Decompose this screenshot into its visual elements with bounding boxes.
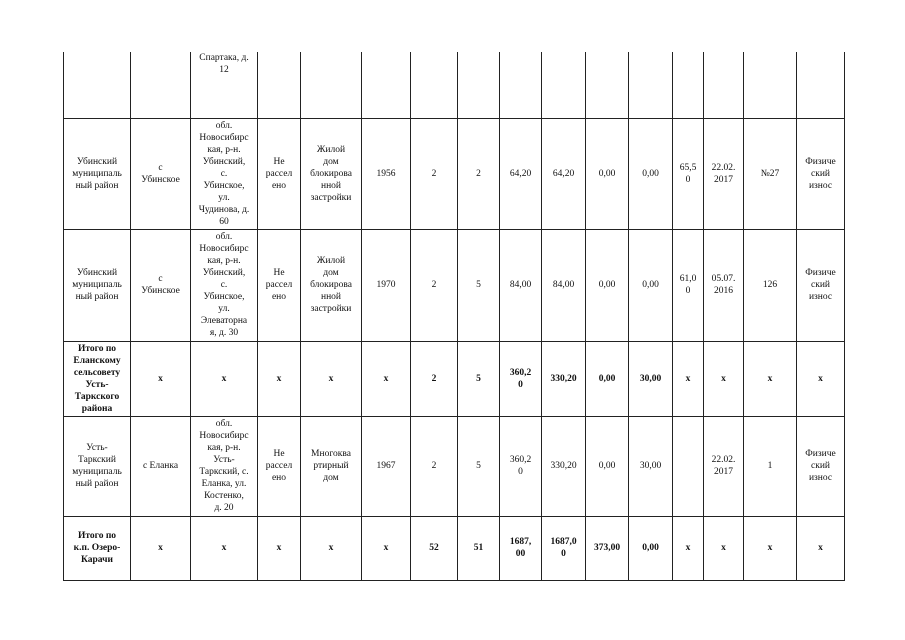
table-cell [542,52,586,118]
table-cell: Физиче ский износ [797,416,845,516]
table-cell: 84,00 [500,229,542,341]
table-cell: 1 [744,416,797,516]
table-cell: Убинский муниципаль ный район [64,229,131,341]
table-cell [673,416,704,516]
table-cell: 0,00 [629,516,673,580]
table-cell: Не рассел ено [258,416,301,516]
table-cell: Не рассел ено [258,229,301,341]
table-cell: 0,00 [629,118,673,229]
total-row [64,516,845,580]
table-cell: Итого по Еланскому сельсовету Усть- Таркского района [64,341,131,416]
table-cell: 1687, 00 [500,516,542,580]
table-cell: х [131,341,191,416]
table-cell: 05.07. 2016 [704,229,744,341]
table-cell: 65,5 0 [673,118,704,229]
table-cell: 1967 [362,416,411,516]
table-cell: Спартака, д. 12 [191,52,258,118]
table-cell [411,52,458,118]
housing-table [63,52,845,581]
table-cell: с Еланка [131,416,191,516]
table-cell: Физиче ский износ [797,229,845,341]
table-cell: Итого по к.п. Озеро- Карачи [64,516,131,580]
table-cell: Физиче ский износ [797,118,845,229]
table-cell [744,52,797,118]
table-cell: х [362,516,411,580]
table-cell: с Убинское [131,118,191,229]
table-cell: Жилой дом блокирова нной застройки [301,118,362,229]
table-cell [500,52,542,118]
table-cell [131,52,191,118]
table-row [64,229,845,341]
table-cell [458,52,500,118]
table-cell: 22.02. 2017 [704,416,744,516]
table-row [64,118,845,229]
table-cell: 5 [458,416,500,516]
table-cell: 360,2 0 [500,416,542,516]
table-cell: 0,00 [586,229,629,341]
table-cell: обл. Новосибирс кая, р-н. Убинский, с. Убинское, ул. Элеваторна я, д. 30 [191,229,258,341]
table-cell: 1956 [362,118,411,229]
table-cell: 30,00 [629,341,673,416]
table-cell: х [673,516,704,580]
table-cell [258,52,301,118]
table-cell: обл. Новосибирс кая, р-н. Усть- Таркский, с. Еланка, ул. Костенко, д. 20 [191,416,258,516]
table-cell: х [362,341,411,416]
table-cell: 330,20 [542,416,586,516]
table-cell: 126 [744,229,797,341]
table-cell: Не рассел ено [258,118,301,229]
table-cell [301,52,362,118]
table-cell [704,52,744,118]
table-cell: 51 [458,516,500,580]
table-cell: х [797,516,845,580]
table-cell: х [301,516,362,580]
table-cell: 373,00 [586,516,629,580]
table-cell: х [191,516,258,580]
table-cell: 84,00 [542,229,586,341]
table-cell: Многоква ртирный дом [301,416,362,516]
table-cell: 5 [458,341,500,416]
table-cell: 2 [458,118,500,229]
table-cell: Жилой дом блокирова нной застройки [301,229,362,341]
table-cell: 5 [458,229,500,341]
table-cell [797,52,845,118]
table-cell: х [673,341,704,416]
table-cell: х [191,341,258,416]
table-cell: 0,00 [629,229,673,341]
table-cell: 2 [411,118,458,229]
table-cell: 0,00 [586,341,629,416]
table-row [64,416,845,516]
table-cell: обл. Новосибирс кая, р-н. Убинский, с. Убинское, ул. Чудинова, д. 60 [191,118,258,229]
table-cell: х [704,341,744,416]
table-cell [629,52,673,118]
table-cell: 30,00 [629,416,673,516]
table-cell: х [704,516,744,580]
table-cell: 22.02. 2017 [704,118,744,229]
table-cell: х [131,516,191,580]
table-cell: 2 [411,229,458,341]
table-cell: 1687,0 0 [542,516,586,580]
table-cell: 52 [411,516,458,580]
table-cell [586,52,629,118]
table-cell: х [258,341,301,416]
table-cell [64,52,131,118]
table-cell: 0,00 [586,416,629,516]
table-cell: х [258,516,301,580]
table-row [64,52,845,118]
table-cell [362,52,411,118]
table-cell: №27 [744,118,797,229]
table-cell: 0,00 [586,118,629,229]
table-cell: х [797,341,845,416]
table-cell: 2 [411,341,458,416]
table-cell: 360,2 0 [500,341,542,416]
table-cell: Убинский муниципаль ный район [64,118,131,229]
table-cell: 64,20 [542,118,586,229]
table-cell: 61,0 0 [673,229,704,341]
table-cell: Усть- Таркский муниципаль ный район [64,416,131,516]
table-cell [673,52,704,118]
table-cell: 1970 [362,229,411,341]
table-cell: 2 [411,416,458,516]
table-cell: х [744,341,797,416]
table-cell: х [301,341,362,416]
subtotal-row [64,341,845,416]
table-cell: х [744,516,797,580]
table-cell: 64,20 [500,118,542,229]
table-cell: с Убинское [131,229,191,341]
table-cell: 330,20 [542,341,586,416]
